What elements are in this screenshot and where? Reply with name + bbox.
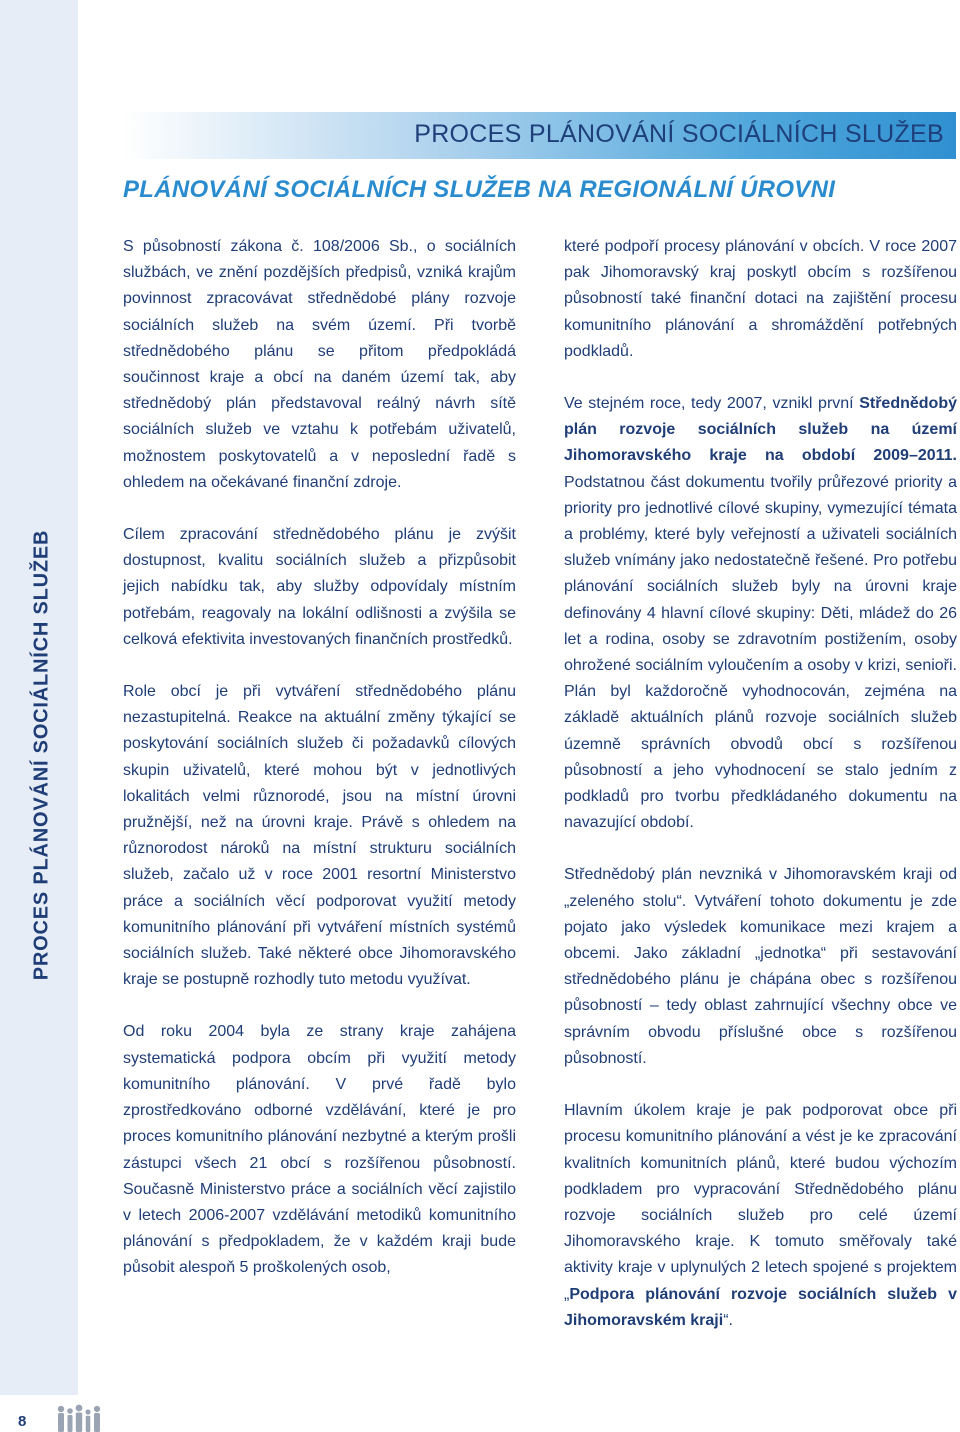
right-paragraph-4-end: “. bbox=[723, 1311, 733, 1329]
left-paragraph-3: Role obcí je při vytváření střednědobého plánu nezastupitelná. Reakce na aktuální změny týkající se poskytování sociálních služeb či požadavků cílových skupin uživatelů, které mohou být v jednotlivých lokalitách velmi různorodé, jsou na místní úrovni pružnější, než na úrovni kraje. Právě s ohledem na různorodost nároků na místní strukturu sociálních služeb, začalo už v roce 2001 resortní Ministerstvo práce a sociálních věcí podporovat využití metody komunitního plánování při vytváření místních systémů sociálních služeb. Také některé obce Jihomoravského kraje se postupně rozhodly tuto metodu využívat. bbox=[123, 683, 516, 989]
header-band bbox=[123, 112, 956, 159]
right-paragraph-2-lead: Ve stejném roce, tedy 2007, vznikl první bbox=[564, 395, 860, 413]
section-title: PLÁNOVÁNÍ SOCIÁLNÍCH SLUŽEB NA REGIONÁLNÍ ÚROVNI bbox=[123, 176, 836, 203]
right-paragraph-1: které podpoří procesy plánování v obcích. V roce 2007 pak Jihomoravský kraj poskytl obcím s rozšířenou působností také finanční dotaci na zajištění procesu komunitního plánování a shromáždění potřebných podkladů. bbox=[564, 238, 957, 360]
right-paragraph-2 bbox=[564, 391, 957, 836]
right-paragraph-4-lead: Hlavním úkolem kraje je pak podporovat obce při procesu komunitního plánování a vést je ke zpracování kvalitních komunitních plánů, které budou výchozím podkladem pro vypracování Střednědobého plánu rozvoje sociálních služeb pro celé území Jihomoravského kraje. K tomuto směřovaly také aktivity kraje v uplynulých 2 letech spojené s projektem „ bbox=[564, 1102, 957, 1303]
right-paragraph-3: Střednědobý plán nevzniká v Jihomoravském kraji od „zeleného stolu“. Vytváření tohoto dokumentu je zde pojato jako výsledek komunikace mezi krajem a obcemi. Jako základní „jednotka“ při sestavování střednědobého plánu je chápána obec s rozšířenou působností – tedy oblast zahrnující všechny obce ve správním obvodu příslušné obce s rozšířenou působností. bbox=[564, 866, 957, 1067]
right-paragraph-4 bbox=[564, 1098, 957, 1334]
right-column bbox=[564, 234, 957, 1360]
header-title: PROCES PLÁNOVÁNÍ SOCIÁLNÍCH SLUŽEB bbox=[414, 120, 944, 148]
page-number: 8 bbox=[18, 1413, 27, 1430]
sidebar-title: PROCES PLÁNOVÁNÍ SOCIÁLNÍCH SLUŽEB bbox=[30, 529, 53, 981]
left-paragraph-1: S působností zákona č. 108/2006 Sb., o sociálních službách, ve znění pozdějších předpisů, vzniká krajům povinnost zpracovávat střednědobé plány rozvoje sociálních služeb na svém území. Při tvorbě střednědobého plánu se přitom předpokládá součinnost kraje a obcí na daném území tak, aby střednědobý plán představoval reálný návrh sítě sociálních služeb ve vztahu k potřebám uživatelů, možnostem poskytovatelů a v neposlední řadě s ohledem na očekávané finanční zdroje. bbox=[123, 238, 516, 491]
people-group-icon bbox=[55, 1403, 103, 1432]
project-title-bold: Podpora plánování rozvoje sociálních služeb v Jihomoravském kraji bbox=[564, 1285, 957, 1329]
left-column bbox=[123, 234, 516, 1308]
left-paragraph-4: Od roku 2004 byla ze strany kraje zahájena systematická podpora obcím při využití metody komunitního plánování. V prvé řadě bylo zprostředkováno odborné vzdělávání, které je pro proces komunitního plánování nezbytné a kterým prošli zástupci všech 21 obcí s rozšířenou působností. Současně Ministerstvo práce a sociálních věcí zajistilo v letech 2006-2007 vzdělávání metodiků komunitního plánování s předpokladem, že v každém kraji bude působit alespoň 5 proškolených osob, bbox=[123, 1023, 516, 1277]
right-paragraph-2-rest: Podstatnou část dokumentu tvořily průřezové priority a priority pro jednotlivé cílové skupiny, vymezující témata a problémy, které byly veřejností a uživateli sociálních služeb vnímány jako nedostatečně řešené. Pro potřebu plánování sociálních služeb byly na úrovni kraje definovány 4 hlavní cílové skupiny: Děti, mládež do 26 let a rodina, osoby se zdravotním postižením, osoby ohrožené sociálním vyloučením a osoby v krizi, senioři. Plán byl každoročně vyhodnocován, zejména na základě aktuálních plánů rozvoje sociálních služeb územně správních obvodů obcí s rozšířenou působností a jeho vyhodnocení se stalo jedním z podkladů pro tvorbu předkládaného dokumentu na navazující období. bbox=[564, 473, 957, 832]
plan-title-bold: Střednědobý plán rozvoje sociálních služeb na území Jihomoravského kraje na období 2009–2011. bbox=[564, 395, 957, 465]
left-paragraph-2: Cílem zpracování střednědobého plánu je zvýšit dostupnost, kvalitu sociálních služeb a přizpůsobit jejich nabídku tak, aby služby odpovídaly místním potřebám, reagovaly na lokální odlišnosti a zvýšila se celková efektivita investovaných finančních prostředků. bbox=[123, 526, 516, 648]
